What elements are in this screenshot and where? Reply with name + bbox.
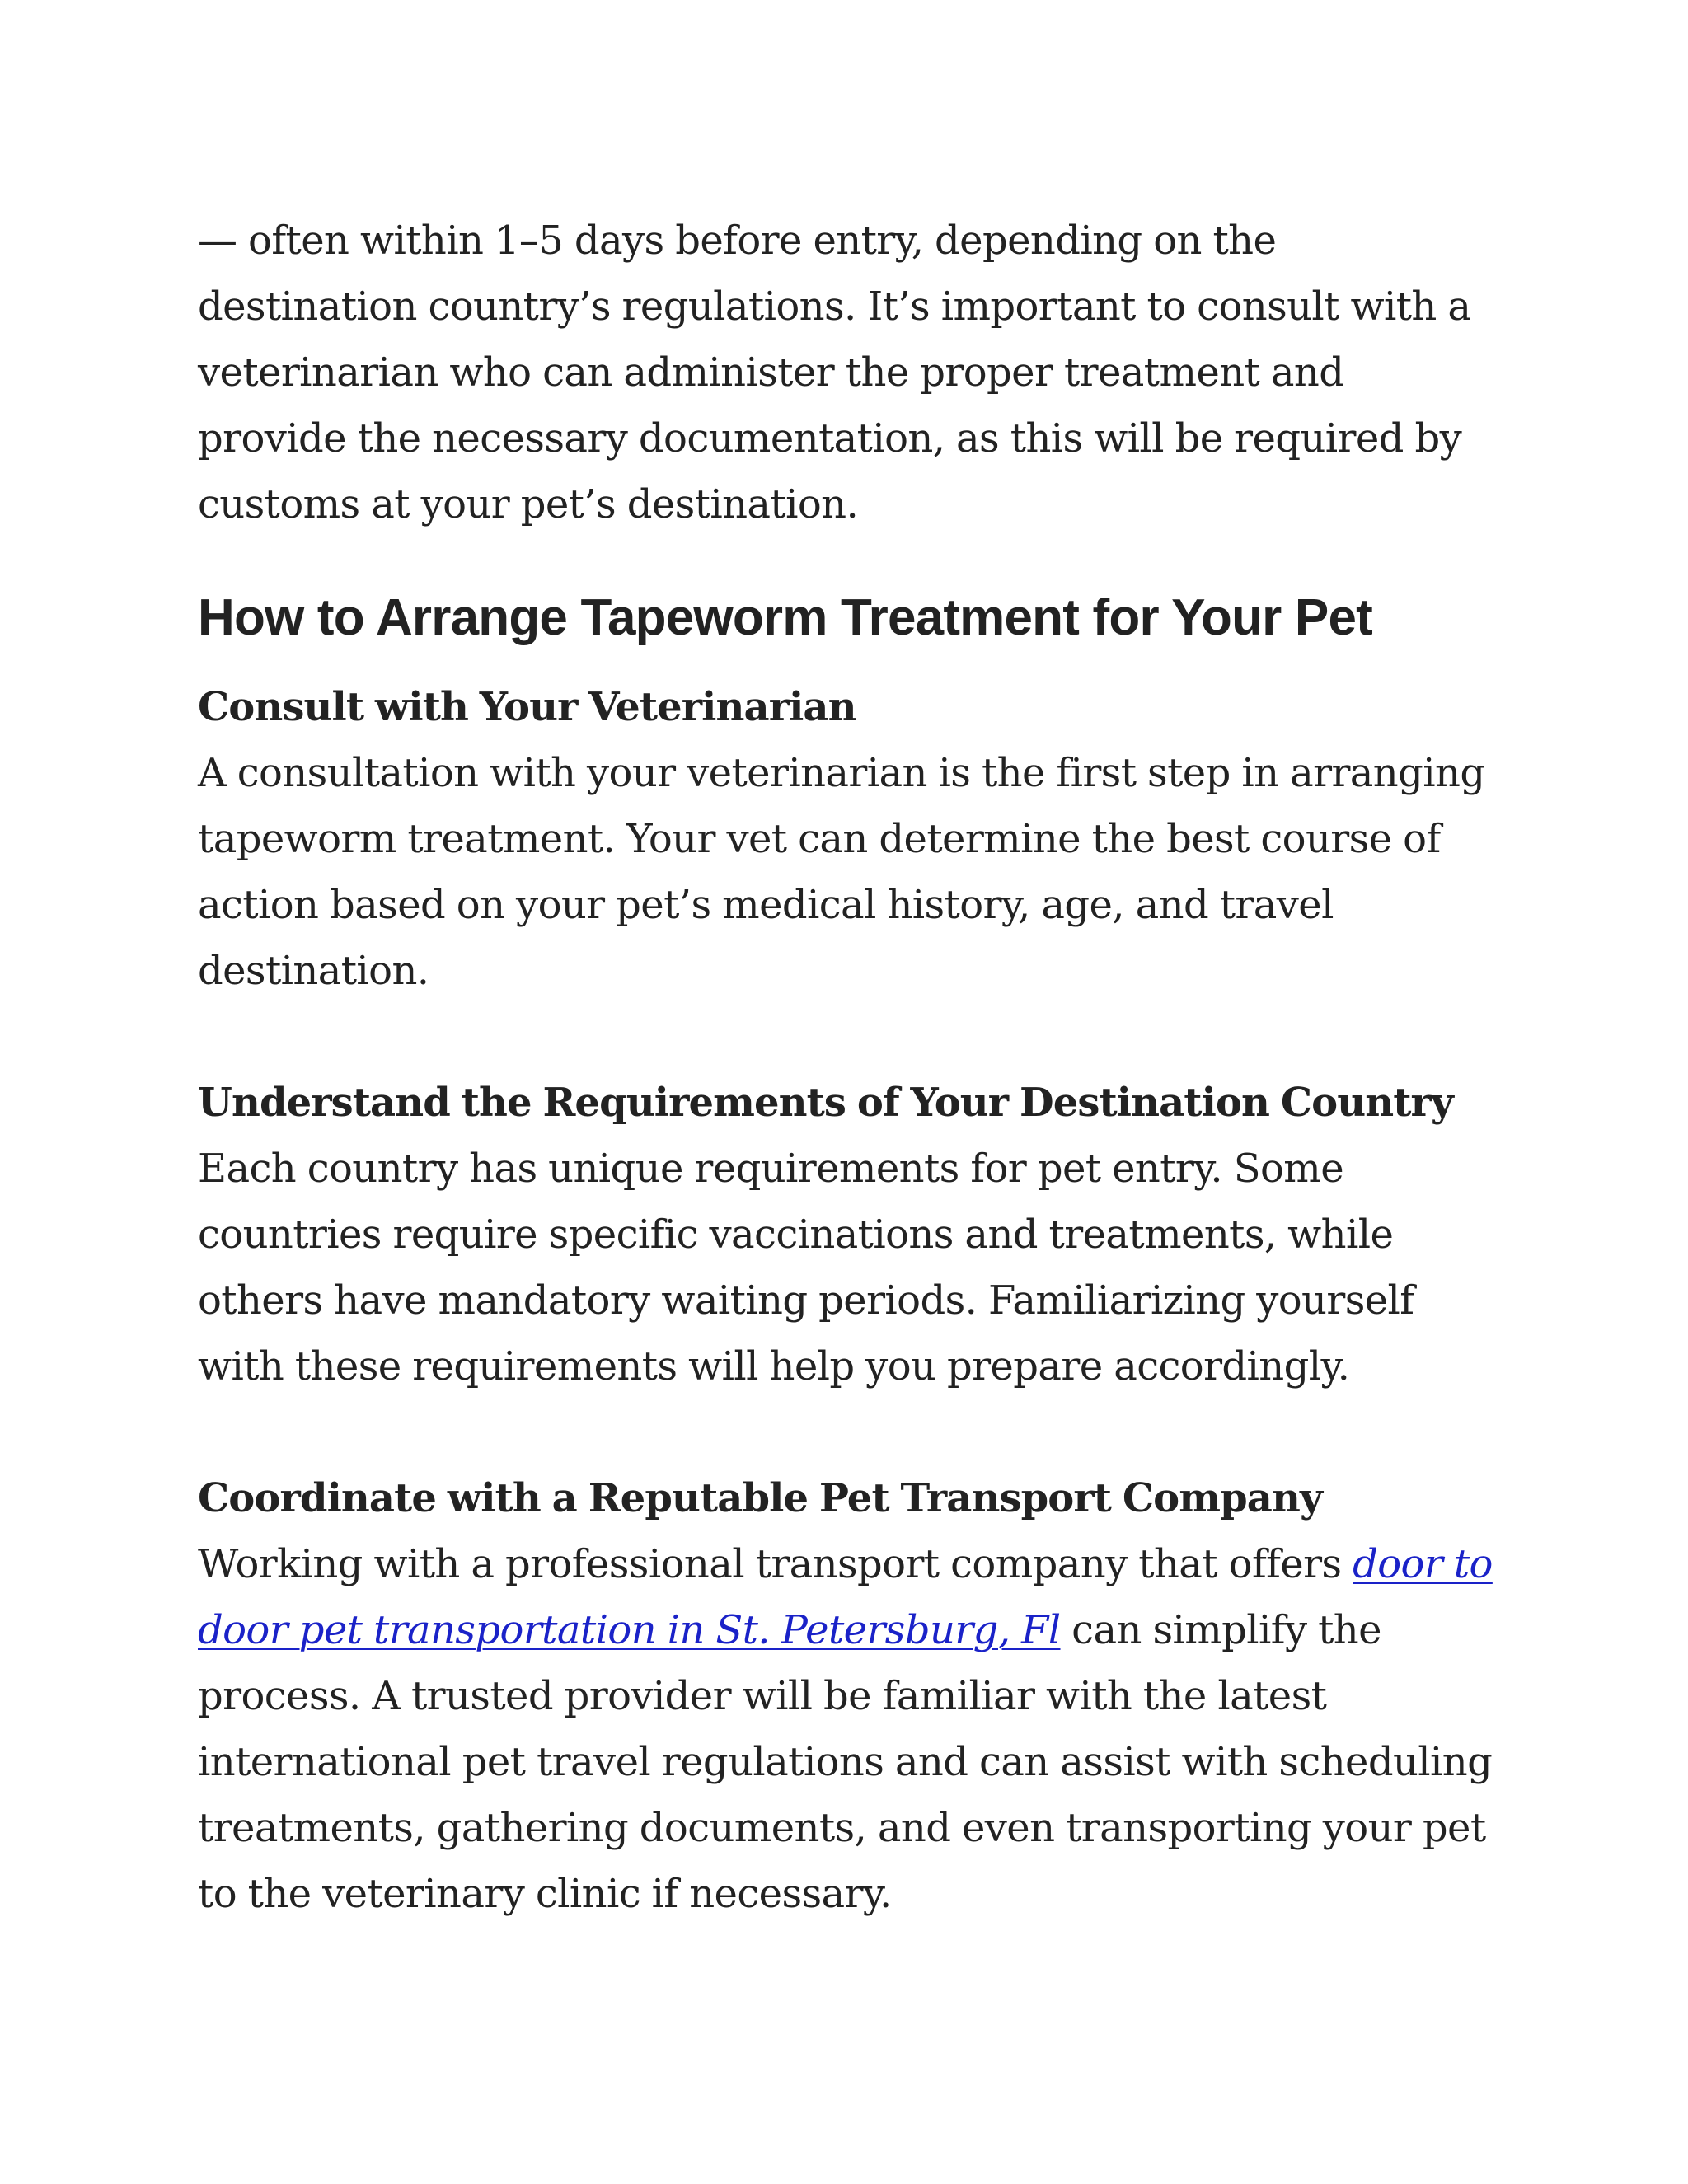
paragraph-transport: [198, 1531, 1500, 1927]
paragraph-requirements: Each country has unique requirements for pet entry. Some countries require specific vaccinations and treatments, while others have mandatory waiting periods. Familiarizing yourself with these requirements will help you prepare accordingly.: [198, 1146, 1414, 1390]
section-heading: How to Arrange Tapeworm Treatment for Your Pet: [198, 589, 1373, 646]
door-to-door-link[interactable]: door to door pet transportation in St. Petersburg, Fl: [198, 1541, 1493, 1653]
intro-paragraph: — often within 1–5 days before entry, depending on the destination country’s regulations. It’s important to consult with a veterinarian who can administer the proper treatment and provide the necessary documentation, as this will be required by customs at your pet’s destination.: [198, 218, 1471, 527]
paragraph-transport-lead: Working with a professional transport company that offers: [198, 1541, 1353, 1587]
subheading-requirements: Understand the Requirements of Your Destination Country: [198, 1080, 1453, 1126]
document-page: [198, 208, 1500, 1927]
section-consult: [198, 674, 1500, 1004]
section-transport: [198, 1465, 1500, 1927]
paragraph-transport-tail: can simplify the process. A trusted provider will be familiar with the latest international pet travel regulations and can assist with scheduling treatments, gathering documents, and even transporting your pet to the veterinary clinic if necessary.: [198, 1607, 1493, 1917]
paragraph-consult: A consultation with your veterinarian is the first step in arranging tapeworm treatment. Your vet can determine the best course of action based on your pet’s medical history, age, and travel destination.: [198, 750, 1485, 994]
section-requirements: [198, 1070, 1500, 1399]
subheading-consult: Consult with Your Veterinarian: [198, 684, 856, 730]
subheading-transport: Coordinate with a Reputable Pet Transport Company: [198, 1475, 1322, 1521]
